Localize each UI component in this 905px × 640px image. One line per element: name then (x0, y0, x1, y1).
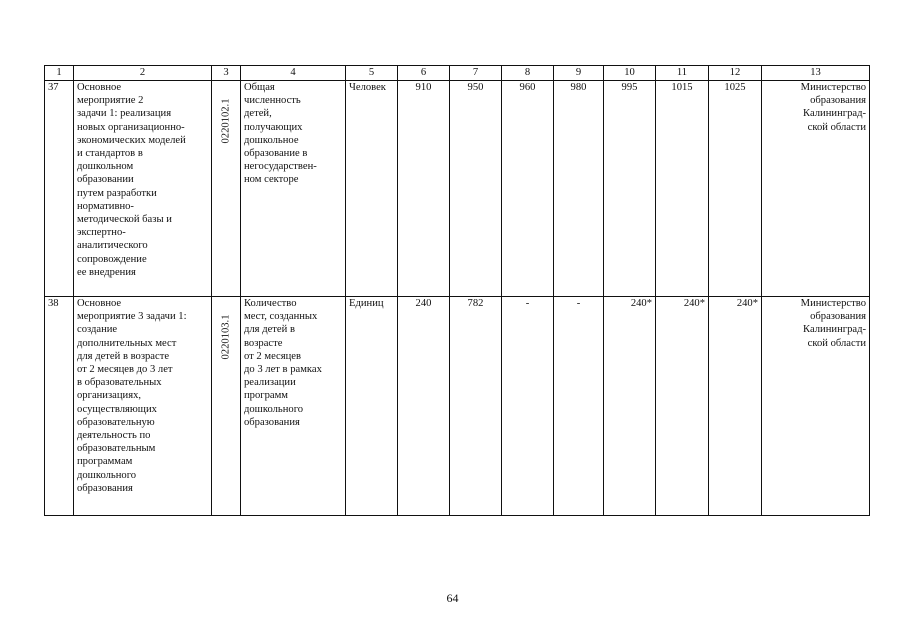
budget-code-cell (212, 297, 241, 516)
unit: Единиц (346, 297, 398, 516)
value-col-7: 950 (450, 81, 502, 297)
header-cell: 8 (502, 66, 554, 81)
measure-description: Основное мероприятие 2 задачи 1: реализация новых организационно- экономических моделей и стандартов в дошкольном образовании путем разработки нормативно- методической базы и экспертно- аналитического сопровождение ее внедрения (74, 81, 212, 297)
value-col-10: 240* (604, 297, 656, 516)
indicator-description: Количество мест, созданных для детей в возрасте от 2 месяцев до 3 лет в рамках реализации программ дошкольного образования (241, 297, 346, 516)
header-cell: 3 (212, 66, 241, 81)
header-cell: 11 (656, 66, 709, 81)
row-number: 37 (45, 81, 74, 297)
table-row (45, 81, 870, 297)
responsible-organization: Министерство образования Калининград- ской области (762, 297, 870, 516)
value-col-12: 1025 (709, 81, 762, 297)
indicator-description: Общая численность детей, получающих дошкольное образование в негосударствен- ном секторе (241, 81, 346, 297)
page-number: 64 (446, 591, 459, 605)
budget-code: 0220102.1 (220, 98, 232, 144)
value-col-8: - (502, 297, 554, 516)
header-cell: 4 (241, 66, 346, 81)
header-cell: 10 (604, 66, 656, 81)
value-col-8: 960 (502, 81, 554, 297)
measure-description: Основное мероприятие 3 задачи 1: создание дополнительных мест для детей в возрасте от 2 месяцев до 3 лет в образовательных организациях, осуществляющих образовательную деятельность по образовательным программам дошкольного образования (74, 297, 212, 516)
indicators-table (44, 65, 870, 516)
table-row (45, 297, 870, 516)
header-cell: 5 (346, 66, 398, 81)
value-col-6: 240 (398, 297, 450, 516)
header-cell: 13 (762, 66, 870, 81)
value-col-9: 980 (554, 81, 604, 297)
header-cell: 12 (709, 66, 762, 81)
value-col-6: 910 (398, 81, 450, 297)
header-cell: 2 (74, 66, 212, 81)
header-row (45, 66, 870, 81)
responsible-organization: Министерство образования Калининград- ской области (762, 81, 870, 297)
value-col-11: 1015 (656, 81, 709, 297)
value-col-9: - (554, 297, 604, 516)
header-cell: 7 (450, 66, 502, 81)
header-cell: 1 (45, 66, 74, 81)
budget-code-cell (212, 81, 241, 297)
header-cell: 9 (554, 66, 604, 81)
unit: Человек (346, 81, 398, 297)
budget-code: 0220103.1 (220, 314, 232, 360)
row-number: 38 (45, 297, 74, 516)
header-cell: 6 (398, 66, 450, 81)
value-col-7: 782 (450, 297, 502, 516)
value-col-11: 240* (656, 297, 709, 516)
value-col-12: 240* (709, 297, 762, 516)
value-col-10: 995 (604, 81, 656, 297)
